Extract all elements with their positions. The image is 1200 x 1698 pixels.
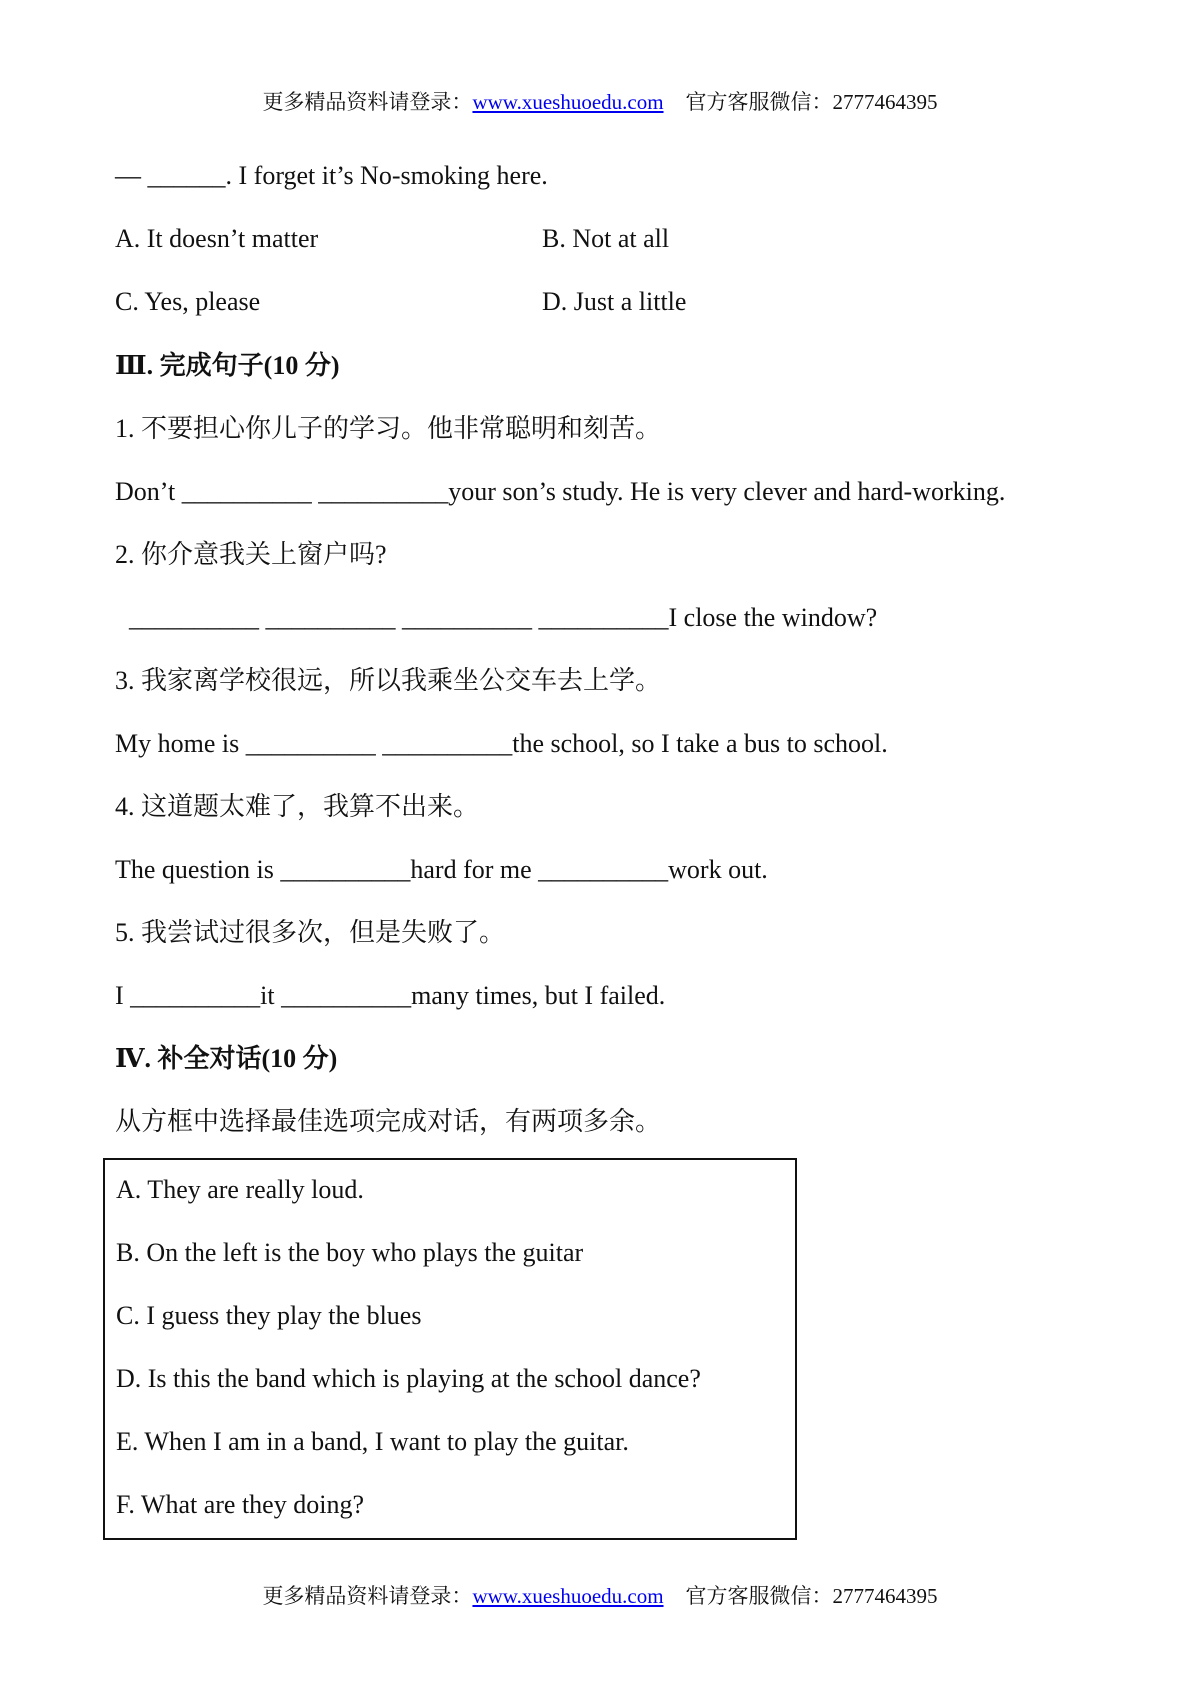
header-service: 官方客服微信：2777464395	[685, 90, 938, 114]
question-reply-line: — ______. I forget it’s No-smoking here.	[115, 161, 548, 190]
footer-service: 官方客服微信：2777464395	[685, 1584, 938, 1608]
sentence2-english: __________ __________ __________ __________I close the window?	[129, 603, 878, 632]
sentence3-chinese: 3. 我家离学校很远，所以我乘坐公交车去上学。	[115, 666, 662, 695]
section4-heading: Ⅳ. 补全对话(10 分)	[115, 1044, 338, 1073]
dialogue-option-b: B. On the left is the boy who plays the guitar	[116, 1238, 584, 1267]
option-d: D. Just a little	[542, 287, 687, 316]
sentence2-chinese: 2. 你介意我关上窗户吗?	[115, 540, 387, 569]
dialogue-option-e: E. When I am in a band, I want to play the guitar.	[116, 1427, 629, 1456]
sentence4-chinese: 4. 这道题太难了，我算不出来。	[115, 792, 480, 821]
dialogue-options-box	[103, 1158, 797, 1540]
footer-prefix: 更多精品资料请登录：	[262, 1584, 473, 1608]
dialogue-option-c: C. I guess they play the blues	[116, 1301, 422, 1330]
dialogue-option-a: A. They are really loud.	[116, 1175, 364, 1204]
page-footer	[0, 1580, 1200, 1610]
sentence1-english: Don’t __________ __________your son’s study. He is very clever and hard-working.	[115, 477, 1006, 506]
sentence1-chinese: 1. 不要担心你儿子的学习。他非常聪明和刻苦。	[115, 414, 662, 443]
section3-heading: Ⅲ. 完成句子(10 分)	[115, 351, 340, 380]
option-a: A. It doesn’t matter	[115, 224, 319, 253]
dialogue-option-f: F. What are they doing?	[116, 1490, 364, 1519]
sentence5-english: I __________it __________many times, but I failed.	[115, 981, 666, 1010]
section4-instruction: 从方框中选择最佳选项完成对话，有两项多余。	[115, 1107, 662, 1136]
footer-site-link[interactable]: www.xueshuoedu.com	[472, 1584, 664, 1608]
dialogue-option-d: D. Is this the band which is playing at the school dance?	[116, 1364, 701, 1393]
option-b: B. Not at all	[542, 224, 670, 253]
option-c: C. Yes, please	[115, 287, 261, 316]
header-site-link[interactable]: www.xueshuoedu.com	[472, 90, 664, 114]
sentence4-english: The question is __________hard for me __________work out.	[115, 855, 768, 884]
header-prefix: 更多精品资料请登录：	[262, 90, 473, 114]
sentence5-chinese: 5. 我尝试过很多次，但是失败了。	[115, 918, 506, 947]
page-header	[0, 86, 1200, 116]
sentence3-english: My home is __________ __________the school, so I take a bus to school.	[115, 729, 888, 758]
